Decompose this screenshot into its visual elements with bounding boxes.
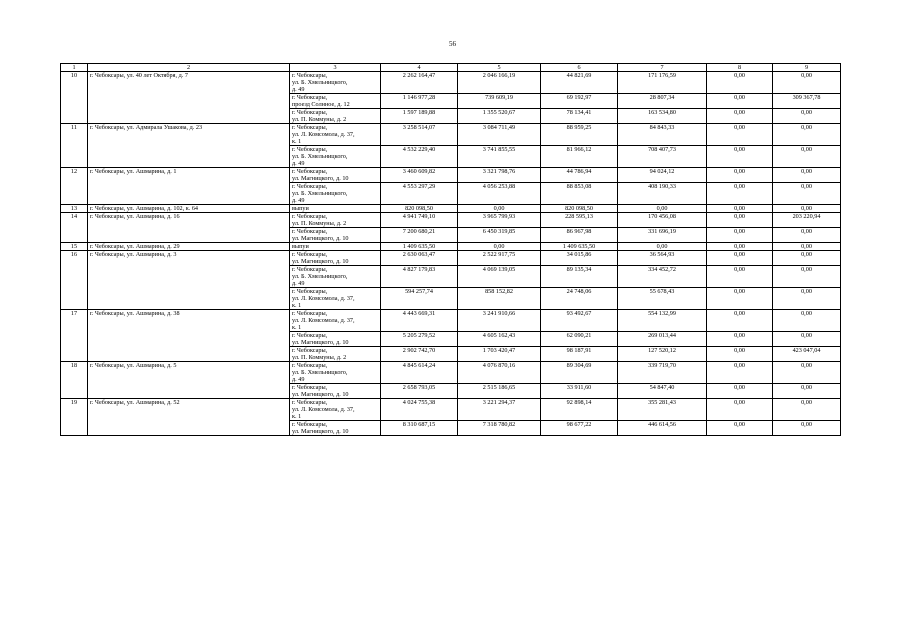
value-cell: 4 845 614,24 (381, 362, 458, 384)
value-cell: 28 807,34 (618, 94, 707, 109)
value-cell: 2 515 186,65 (458, 384, 541, 399)
value-cell: 1 146 977,28 (381, 94, 458, 109)
value-cell: 127 520,12 (618, 347, 707, 362)
value-cell: 6 450 319,85 (458, 228, 541, 243)
value-cell: 2 046 166,19 (458, 72, 541, 94)
value-cell: 0,00 (458, 205, 541, 213)
value-cell: 8 310 687,15 (381, 421, 458, 436)
source-address: выпуи (290, 205, 381, 213)
table-row (61, 362, 841, 384)
value-cell: 1 597 189,88 (381, 109, 458, 124)
source-address: г. Чебоксары, ул. Л. Комсомола, д. 37, к. 1 (290, 124, 381, 146)
value-cell: 89 304,69 (541, 362, 618, 384)
row-number: 11 (61, 124, 88, 168)
value-cell: 228 595,13 (541, 213, 618, 228)
value-cell: 0,00 (773, 183, 841, 205)
value-cell: 88 853,08 (541, 183, 618, 205)
value-cell: 0,00 (707, 124, 773, 146)
value-cell: 4 069 139,05 (458, 266, 541, 288)
value-cell: 55 678,43 (618, 288, 707, 310)
source-address: выпуи (290, 243, 381, 251)
value-cell: 24 748,06 (541, 288, 618, 310)
value-cell: 820 098,50 (541, 205, 618, 213)
value-cell: 708 407,73 (618, 146, 707, 168)
table-row (61, 251, 841, 266)
value-cell: 0,00 (707, 251, 773, 266)
row-number: 16 (61, 251, 88, 310)
value-cell: 0,00 (707, 205, 773, 213)
value-cell: 334 452,72 (618, 266, 707, 288)
value-cell: 0,00 (707, 94, 773, 109)
value-cell: 0,00 (707, 288, 773, 310)
source-address: г. Чебоксары, ул. Б. Хмельницкого, д. 49 (290, 72, 381, 94)
value-cell: 0,00 (773, 399, 841, 421)
row-number: 17 (61, 310, 88, 362)
value-cell: 0,00 (707, 384, 773, 399)
table-row (61, 205, 841, 213)
value-cell: 0,00 (707, 228, 773, 243)
value-cell: 3 221 294,37 (458, 399, 541, 421)
value-cell: 2 902 742,70 (381, 347, 458, 362)
object-address: г. Чебоксары, ул. Ашмарина, д. 5 (88, 362, 290, 399)
value-cell: 44 786,94 (541, 168, 618, 183)
row-number: 14 (61, 213, 88, 243)
value-cell: 81 966,12 (541, 146, 618, 168)
column-header: 7 (618, 64, 707, 72)
source-address: г. Чебоксары, ул. П. Коммуны, д. 2 (290, 109, 381, 124)
value-cell: 34 015,86 (541, 251, 618, 266)
column-header: 4 (381, 64, 458, 72)
source-address: г. Чебоксары, ул. Л. Комсомола, д. 37, к. 1 (290, 288, 381, 310)
value-cell: 554 132,99 (618, 310, 707, 332)
source-address: г. Чебоксары, ул. Магницкого, д. 10 (290, 228, 381, 243)
column-header: 6 (541, 64, 618, 72)
value-cell: 94 024,12 (618, 168, 707, 183)
value-cell: 171 176,59 (618, 72, 707, 94)
table-row (61, 124, 841, 146)
header-row (61, 64, 841, 72)
value-cell: 0,00 (707, 347, 773, 362)
source-address: г. Чебоксары, ул. Магницкого, д. 10 (290, 332, 381, 347)
value-cell: 1 409 635,50 (381, 243, 458, 251)
table-row (61, 72, 841, 94)
value-cell: 0,00 (773, 266, 841, 288)
value-cell: 0,00 (773, 362, 841, 384)
value-cell: 84 843,33 (618, 124, 707, 146)
value-cell: 0,00 (707, 213, 773, 228)
value-cell: 2 630 063,47 (381, 251, 458, 266)
value-cell: 309 367,78 (773, 94, 841, 109)
value-cell: 0,00 (707, 310, 773, 332)
value-cell: 0,00 (773, 243, 841, 251)
column-header: 8 (707, 64, 773, 72)
value-cell: 1 409 635,50 (541, 243, 618, 251)
data-table (60, 63, 841, 436)
value-cell: 4 056 253,88 (458, 183, 541, 205)
value-cell: 4 076 870,16 (458, 362, 541, 384)
value-cell: 0,00 (773, 251, 841, 266)
object-address: г. Чебоксары, ул. Адмирала Ушакова, д. 23 (88, 124, 290, 168)
value-cell: 4 443 669,31 (381, 310, 458, 332)
value-cell: 0,00 (773, 146, 841, 168)
value-cell: 355 281,43 (618, 399, 707, 421)
row-number: 18 (61, 362, 88, 399)
value-cell: 2 262 164,47 (381, 72, 458, 94)
value-cell: 0,00 (773, 205, 841, 213)
value-cell: 89 135,34 (541, 266, 618, 288)
value-cell: 98 187,91 (541, 347, 618, 362)
value-cell: 0,00 (707, 243, 773, 251)
value-cell: 3 241 910,66 (458, 310, 541, 332)
value-cell: 88 959,25 (541, 124, 618, 146)
value-cell: 2 658 793,05 (381, 384, 458, 399)
value-cell: 4 941 749,10 (381, 213, 458, 228)
column-header: 3 (290, 64, 381, 72)
source-address: г. Чебоксары, ул. Б. Хмельницкого, д. 49 (290, 362, 381, 384)
object-address: г. Чебоксары, ул. Ашмарина, д. 38 (88, 310, 290, 362)
value-cell: 0,00 (773, 72, 841, 94)
object-address: г. Чебоксары, ул. Ашмарина, д. 29 (88, 243, 290, 251)
source-address: г. Чебоксары, ул. П. Коммуны, д. 2 (290, 347, 381, 362)
value-cell: 5 205 279,52 (381, 332, 458, 347)
value-cell: 0,00 (707, 168, 773, 183)
value-cell: 92 898,14 (541, 399, 618, 421)
value-cell: 7 318 780,82 (458, 421, 541, 436)
value-cell: 3 321 798,76 (458, 168, 541, 183)
object-address: г. Чебоксары, ул. Ашмарина, д. 102, к. 64 (88, 205, 290, 213)
value-cell: 203 220,94 (773, 213, 841, 228)
value-cell: 44 821,69 (541, 72, 618, 94)
value-cell: 0,00 (458, 243, 541, 251)
column-header: 1 (61, 64, 88, 72)
value-cell: 0,00 (707, 109, 773, 124)
source-address: г. Чебоксары, ул. Б. Хмельницкого, д. 49 (290, 146, 381, 168)
value-cell: 93 492,67 (541, 310, 618, 332)
value-cell: 408 190,33 (618, 183, 707, 205)
value-cell: 170 456,08 (618, 213, 707, 228)
source-address: г. Чебоксары, ул. Магницкого, д. 10 (290, 168, 381, 183)
value-cell: 269 013,44 (618, 332, 707, 347)
value-cell: 7 200 680,21 (381, 228, 458, 243)
value-cell: 3 460 609,82 (381, 168, 458, 183)
value-cell: 54 847,40 (618, 384, 707, 399)
value-cell: 446 614,56 (618, 421, 707, 436)
value-cell: 3 258 514,07 (381, 124, 458, 146)
object-address: г. Чебоксары, ул. Ашмарина, д. 3 (88, 251, 290, 310)
page-number: 56 (449, 40, 456, 48)
value-cell: 4 553 297,29 (381, 183, 458, 205)
object-address: г. Чебоксары, ул. 40 лет Октября, д. 7 (88, 72, 290, 124)
table-row (61, 310, 841, 332)
source-address: г. Чебоксары, ул. Л. Комсомола, д. 37, к. 1 (290, 310, 381, 332)
value-cell: 0,00 (773, 421, 841, 436)
table-row (61, 168, 841, 183)
table-row (61, 399, 841, 421)
source-address: г. Чебоксары, ул. П. Коммуны, д. 2 (290, 213, 381, 228)
object-address: г. Чебоксары, ул. Ашмарина, д. 1 (88, 168, 290, 205)
value-cell: 1 355 520,67 (458, 109, 541, 124)
column-header: 5 (458, 64, 541, 72)
value-cell: 0,00 (773, 124, 841, 146)
value-cell: 2 522 917,75 (458, 251, 541, 266)
value-cell: 0,00 (707, 421, 773, 436)
value-cell: 62 090,21 (541, 332, 618, 347)
source-address: г. Чебоксары, ул. Л. Комсомола, д. 37, к. 1 (290, 399, 381, 421)
table-row (61, 243, 841, 251)
value-cell: 1 703 420,47 (458, 347, 541, 362)
value-cell: 0,00 (773, 168, 841, 183)
value-cell: 0,00 (773, 109, 841, 124)
value-cell: 3 741 855,55 (458, 146, 541, 168)
value-cell: 98 677,22 (541, 421, 618, 436)
value-cell: 0,00 (773, 228, 841, 243)
value-cell: 423 047,04 (773, 347, 841, 362)
row-number: 19 (61, 399, 88, 436)
object-address: г. Чебоксары, ул. Ашмарина, д. 16 (88, 213, 290, 243)
value-cell: 0,00 (773, 332, 841, 347)
value-cell: 0,00 (618, 243, 707, 251)
value-cell: 4 605 162,43 (458, 332, 541, 347)
value-cell: 0,00 (773, 310, 841, 332)
source-address: г. Чебоксары, ул. Магницкого, д. 10 (290, 384, 381, 399)
value-cell: 0,00 (707, 183, 773, 205)
value-cell: 69 192,97 (541, 94, 618, 109)
value-cell: 820 098,50 (381, 205, 458, 213)
value-cell: 0,00 (707, 399, 773, 421)
value-cell: 858 152,82 (458, 288, 541, 310)
value-cell: 0,00 (618, 205, 707, 213)
value-cell: 163 534,80 (618, 109, 707, 124)
object-address: г. Чебоксары, ул. Ашмарина, д. 52 (88, 399, 290, 436)
value-cell: 3 084 711,49 (458, 124, 541, 146)
column-header: 2 (88, 64, 290, 72)
value-cell: 331 696,19 (618, 228, 707, 243)
value-cell: 0,00 (707, 362, 773, 384)
row-number: 10 (61, 72, 88, 124)
value-cell: 0,00 (707, 266, 773, 288)
value-cell: 0,00 (707, 332, 773, 347)
row-number: 15 (61, 243, 88, 251)
value-cell: 4 827 179,83 (381, 266, 458, 288)
value-cell: 4 532 229,40 (381, 146, 458, 168)
row-number: 12 (61, 168, 88, 205)
source-address: г. Чебоксары, проезд Солнное, д. 12 (290, 94, 381, 109)
value-cell: 0,00 (773, 288, 841, 310)
value-cell: 86 967,98 (541, 228, 618, 243)
value-cell: 594 257,74 (381, 288, 458, 310)
value-cell: 0,00 (707, 72, 773, 94)
source-address: г. Чебоксары, ул. Магницкого, д. 10 (290, 251, 381, 266)
value-cell: 33 911,60 (541, 384, 618, 399)
value-cell: 4 024 755,38 (381, 399, 458, 421)
value-cell: 36 564,93 (618, 251, 707, 266)
value-cell: 0,00 (707, 146, 773, 168)
value-cell: 0,00 (773, 384, 841, 399)
value-cell: 3 965 799,93 (458, 213, 541, 228)
source-address: г. Чебоксары, ул. Б. Хмельницкого, д. 49 (290, 183, 381, 205)
source-address: г. Чебоксары, ул. Магницкого, д. 10 (290, 421, 381, 436)
value-cell: 739 609,19 (458, 94, 541, 109)
table-row (61, 213, 841, 228)
source-address: г. Чебоксары, ул. Б. Хмельницкого, д. 49 (290, 266, 381, 288)
value-cell: 339 719,70 (618, 362, 707, 384)
row-number: 13 (61, 205, 88, 213)
value-cell: 78 134,41 (541, 109, 618, 124)
column-header: 9 (773, 64, 841, 72)
